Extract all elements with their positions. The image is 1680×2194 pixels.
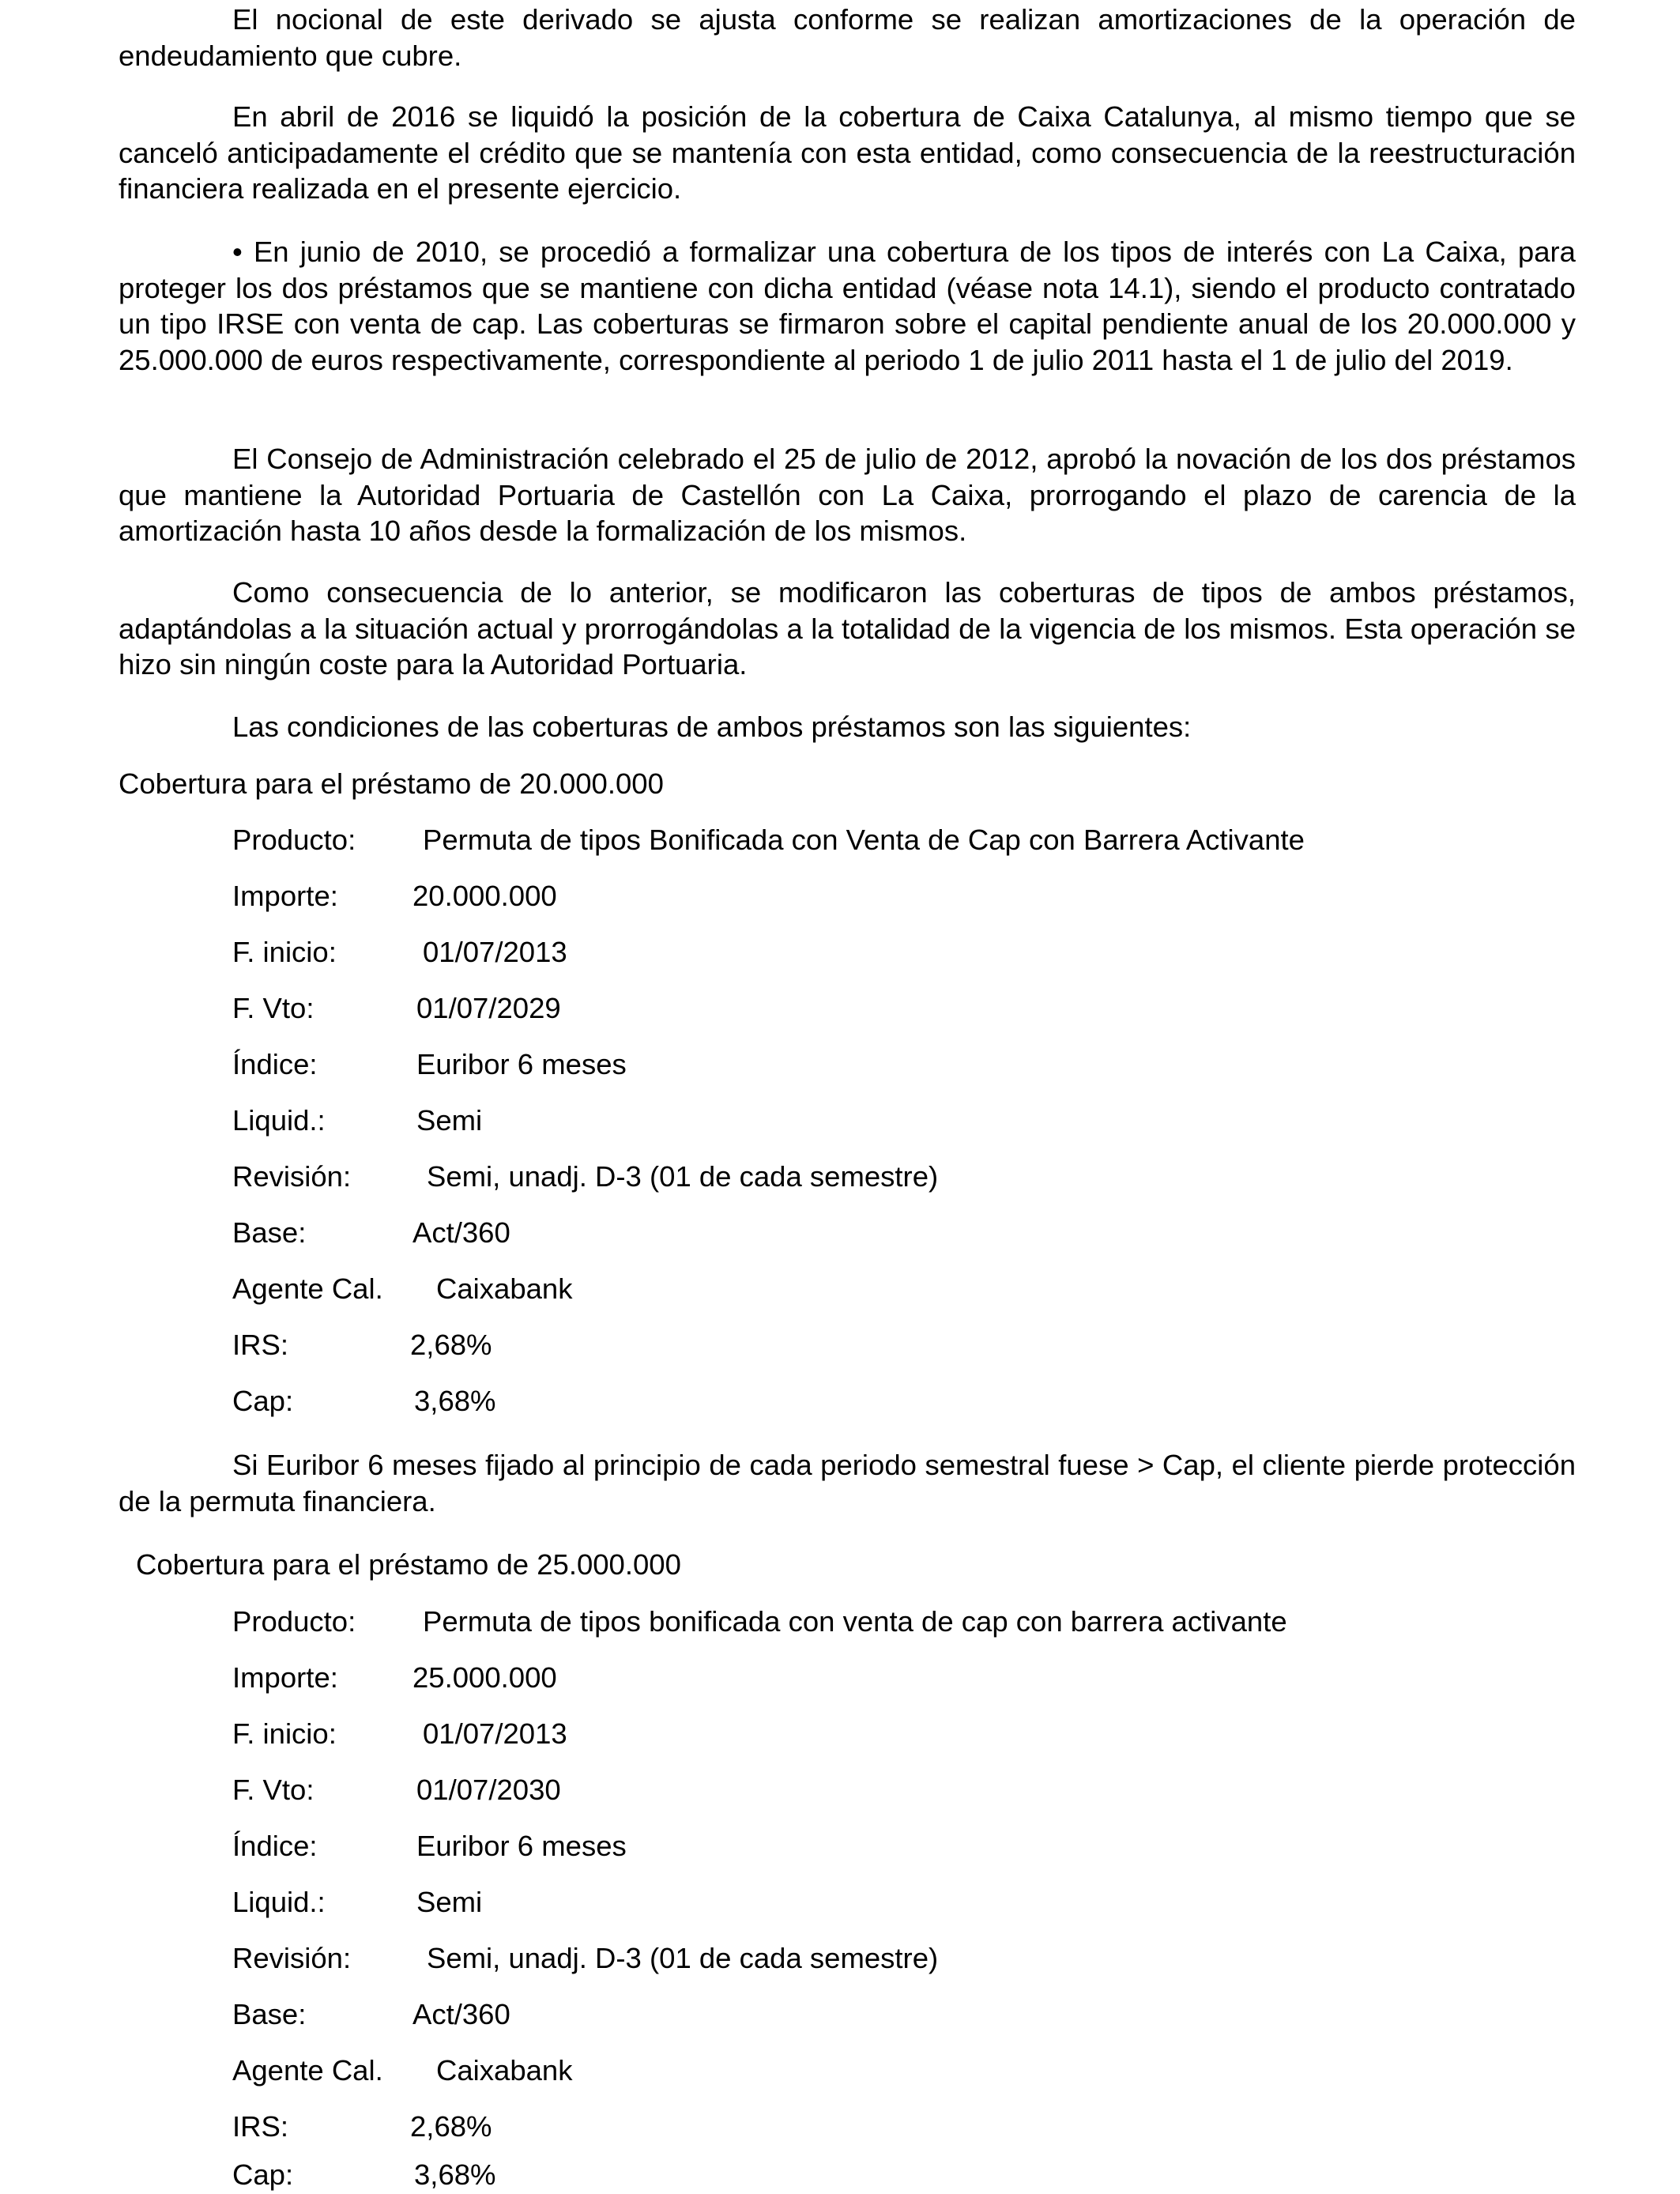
heading-cobertura-20m: Cobertura para el préstamo de 20.000.000 [119,767,664,800]
term-label: F. Vto: [232,1774,315,1806]
term-value: 01/07/2029 [416,992,561,1024]
term-label: F. Vto: [232,992,315,1024]
term-label: Índice: [232,1830,318,1862]
term-value: Euribor 6 meses [416,1048,627,1080]
term-value: Permuta de tipos bonificada con venta de cap con barrera activante [423,1605,1287,1638]
term-label: Revisión: [232,1160,352,1193]
term-label: IRS: [232,1329,288,1361]
paragraph-caixa-catalunya: En abril de 2016 se liquidó la posición de la cobertura de Caixa Catalunya, al mismo tiempo que se canceló anticipadamente el crédito que se mantenía con esta entidad, como consecuencia de la reestructuración financiera realizada en el presente ejercicio. [119,100,1576,205]
term-value: 3,68% [414,2158,496,2191]
term-value: Semi [416,1104,483,1137]
term-value: Euribor 6 meses [416,1830,627,1862]
term-value: Caixabank [436,1272,573,1305]
term-label: Base: [232,1216,307,1249]
heading-cobertura-25m: Cobertura para el préstamo de 25.000.000 [136,1548,681,1581]
term-value: 01/07/2013 [423,936,567,968]
paragraph-condiciones: Las condiciones de las coberturas de ambos préstamos son las siguientes: [232,711,1192,743]
term-label: F. inicio: [232,936,337,968]
term-value: 20.000.000 [412,880,557,912]
term-label: Cap: [232,2158,294,2191]
term-label: Agente Cal. [232,1272,383,1305]
term-label: Liquid.: [232,1886,326,1918]
paragraph-bullet-text: En junio de 2010, se procedió a formalizar una cobertura de los tipos de interés con La Caixa, para proteger los dos préstamos que se mantiene con dicha entidad (véase nota 14.1), siendo el producto contratado un tipo IRSE con venta de cap. Las coberturas se firmaron sobre el capital pendiente anual de los 20.000.000 y 25.000.000 de euros respectivamente, correspondiente al periodo 1 de julio 2011 hasta el 1 de julio del 2019. [119,236,1576,376]
paragraph-euribor-cap: Si Euribor 6 meses fijado al principio de cada periodo semestral fuese > Cap, el cliente pierde protección de la permuta financiera. [119,1449,1576,1517]
term-label: Índice: [232,1048,318,1080]
term-value: 3,68% [414,1385,496,1417]
term-label: F. inicio: [232,1717,337,1750]
term-value: 01/07/2013 [423,1717,567,1750]
term-label: Agente Cal. [232,2054,383,2087]
term-value: Semi, unadj. D-3 (01 de cada semestre) [427,1942,939,1974]
paragraph-consecuencia: Como consecuencia de lo anterior, se modificaron las coberturas de tipos de ambos préstamos, adaptándolas a la situación actual y prorrogándolas a la totalidad de la vigencia de los mismos. Esta operación se hizo sin ningún coste para la Autoridad Portuaria. [119,576,1576,680]
term-value: Semi [416,1886,483,1918]
term-label: Revisión: [232,1942,352,1974]
term-value: Act/360 [412,1998,510,2030]
term-label: Importe: [232,880,338,912]
document-page [119,0,1576,2194]
term-label: Cap: [232,1385,294,1417]
term-value: 2,68% [410,2110,492,2143]
paragraph-bullet-la-caixa [119,234,1576,378]
term-value: 25.000.000 [412,1661,557,1694]
term-value: Act/360 [412,1216,510,1249]
term-value: 2,68% [410,1329,492,1361]
term-label: Importe: [232,1661,338,1694]
term-label: Producto: [232,824,356,856]
term-value: Caixabank [436,2054,573,2087]
paragraph-consejo: El Consejo de Administración celebrado el 25 de julio de 2012, aprobó la novación de los dos préstamos que mantiene la Autoridad Portuaria de Castellón con La Caixa, prorrogando el plazo de carencia de la amortización hasta 10 años desde la formalización de los mismos. [119,443,1576,547]
term-label: IRS: [232,2110,288,2143]
term-value: 01/07/2030 [416,1774,561,1806]
term-label: Base: [232,1998,307,2030]
term-value: Permuta de tipos Bonificada con Venta de Cap con Barrera Activante [423,824,1305,856]
term-label: Liquid.: [232,1104,326,1137]
paragraph-nocional: El nocional de este derivado se ajusta conforme se realizan amortizaciones de la operación de endeudamiento que cubre. [119,3,1576,72]
term-value: Semi, unadj. D-3 (01 de cada semestre) [427,1160,939,1193]
bullet-icon: • [232,236,243,268]
term-label: Producto: [232,1605,356,1638]
